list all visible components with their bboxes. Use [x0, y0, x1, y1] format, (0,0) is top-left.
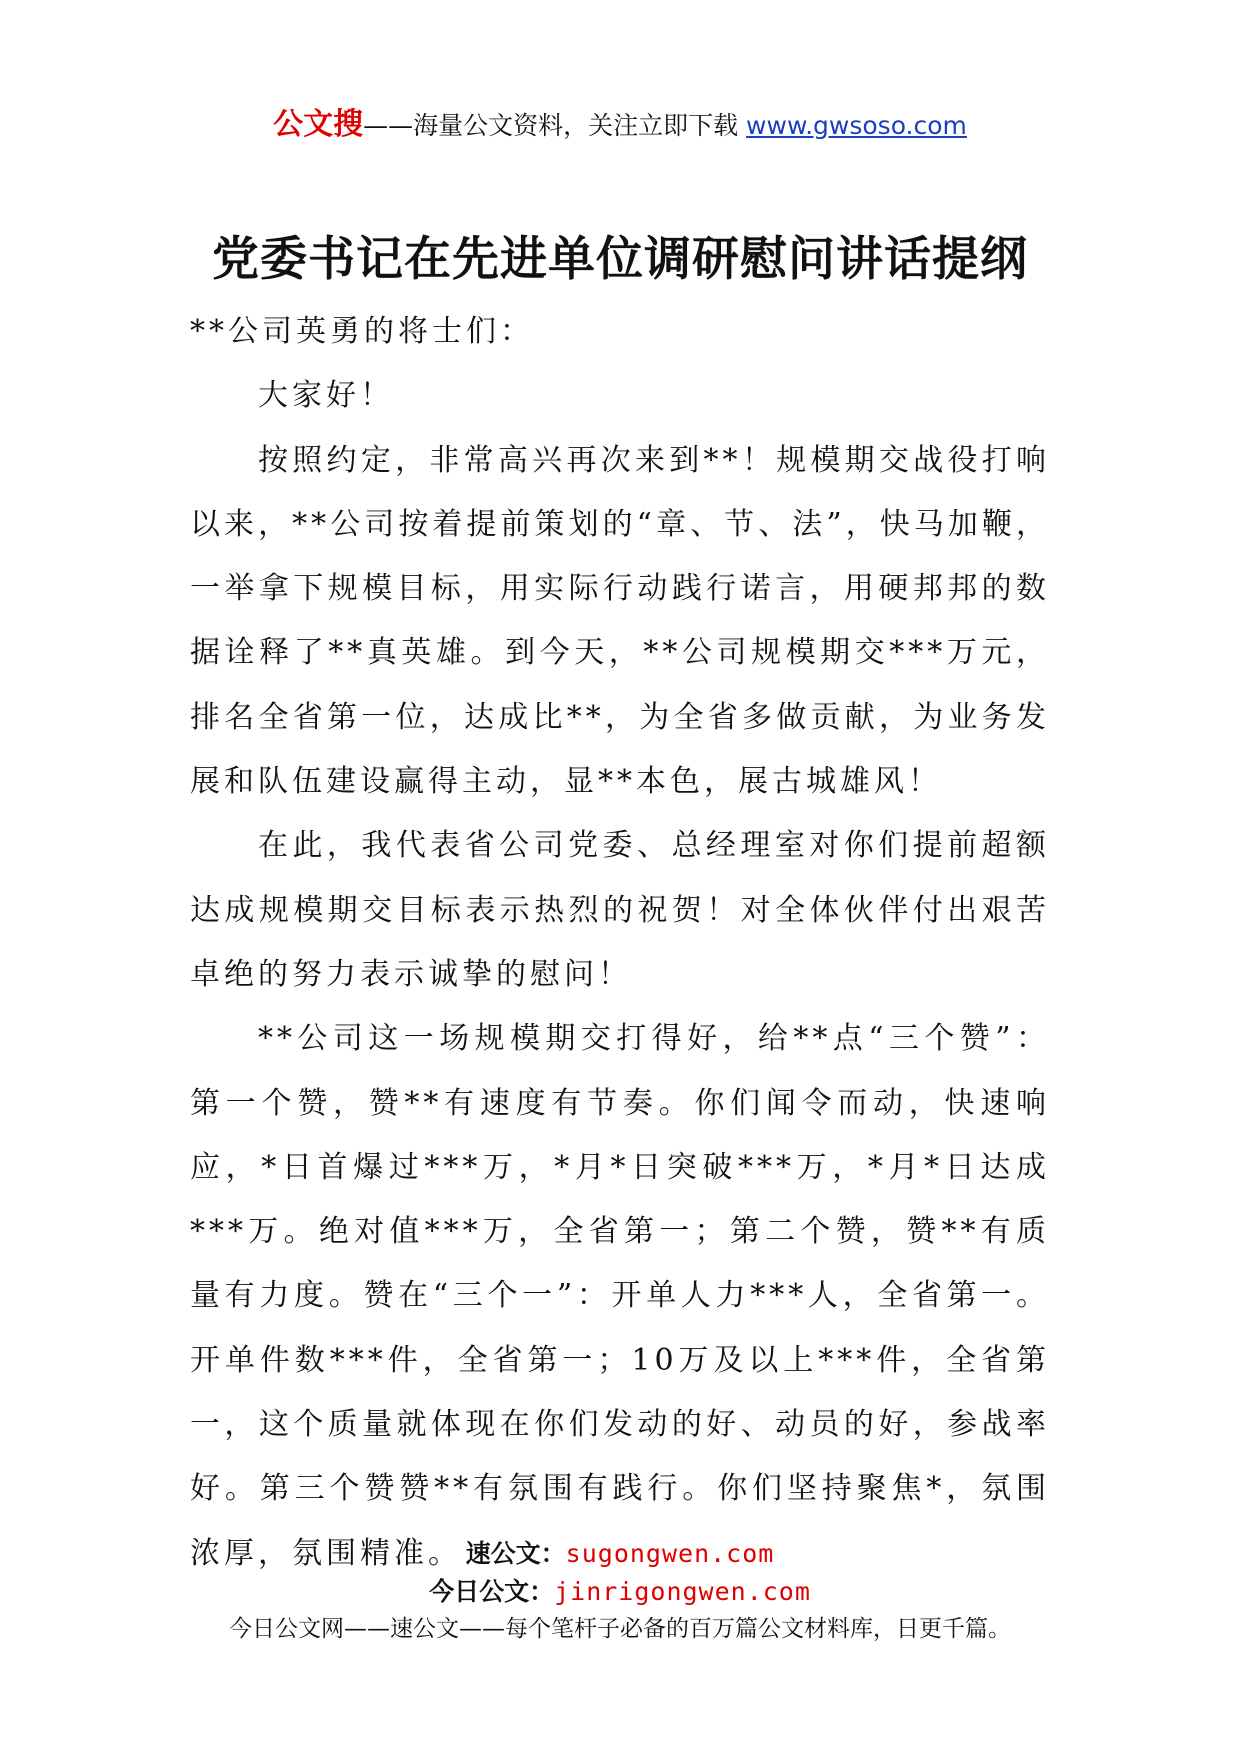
paragraph-three-praises: **公司这一场规模期交打得好，给**点“三个赞”：第一个赞，赞**有速度有节奏。你们闻令而动，快速响应，*日首爆过***万，*月*日突破***万，*月*日达成***万。绝对值***万，全省第一；第二个赞，赞**有质量有力度。赞在“三个一”：开单人力***人，全省第一。开单件数***件，全省第一；10万及以上***件，全省第一，这个质量就体现在你们发动的好、动员的好，参战率好。第三个赞赞**有氛围有践行。你们坚持聚焦*，氛围浓厚，氛围精准。: [190, 1021, 1050, 1571]
salutation: **公司英勇的将士们：: [190, 314, 534, 349]
footer-label-sugongwen: 速公文：: [465, 1539, 566, 1568]
header-tagline: ——海量公文资料，关注立即下载: [363, 111, 739, 140]
watermark-header: [0, 108, 1240, 143]
paragraph-greeting: 大家好！: [258, 378, 394, 414]
brand-logo-text: 公文搜: [273, 107, 364, 142]
document-title: 党委书记在先进单位调研慰问讲话提纲: [212, 232, 1028, 287]
paragraph-achievement: 按照约定，非常高兴再次来到**！规模期交战役打响以来，**公司按着提前策划的“章、节、法”，快马加鞭，一举拿下规模目标，用实际行动践行诺言，用硬邦邦的数据诠释了**真英雄。到今天，**公司规模期交***万元，排名全省第一位，达成比**，为全省多做贡献，为业务发展和队伍建设赢得主动，显**本色，展古城雄风！: [190, 442, 1050, 800]
footer-label-jinrigongwen: 今日公文：: [429, 1577, 555, 1606]
document-body: [190, 300, 1050, 1586]
header-website-link[interactable]: www.gwsoso.com: [746, 111, 967, 140]
paragraph-congratulations: 在此，我代表省公司党委、总经理室对你们提前超额达成规模期交目标表示热烈的祝贺！对全体伙伴付出艰苦卓绝的努力表示诚挚的慰问！: [190, 828, 1050, 992]
footer-slogan: 今日公文网——速公文——每个笔杆子必备的百万篇公文材料库，日更千篇。: [229, 1616, 1011, 1642]
footer-url-jinrigongwen[interactable]: jinrigongwen.com: [554, 1577, 811, 1606]
footer-url-sugongwen[interactable]: sugongwen.com: [565, 1539, 775, 1568]
footer-sugongwen: [0, 1536, 1240, 1572]
footer-jinrigongwen: [0, 1574, 1240, 1610]
